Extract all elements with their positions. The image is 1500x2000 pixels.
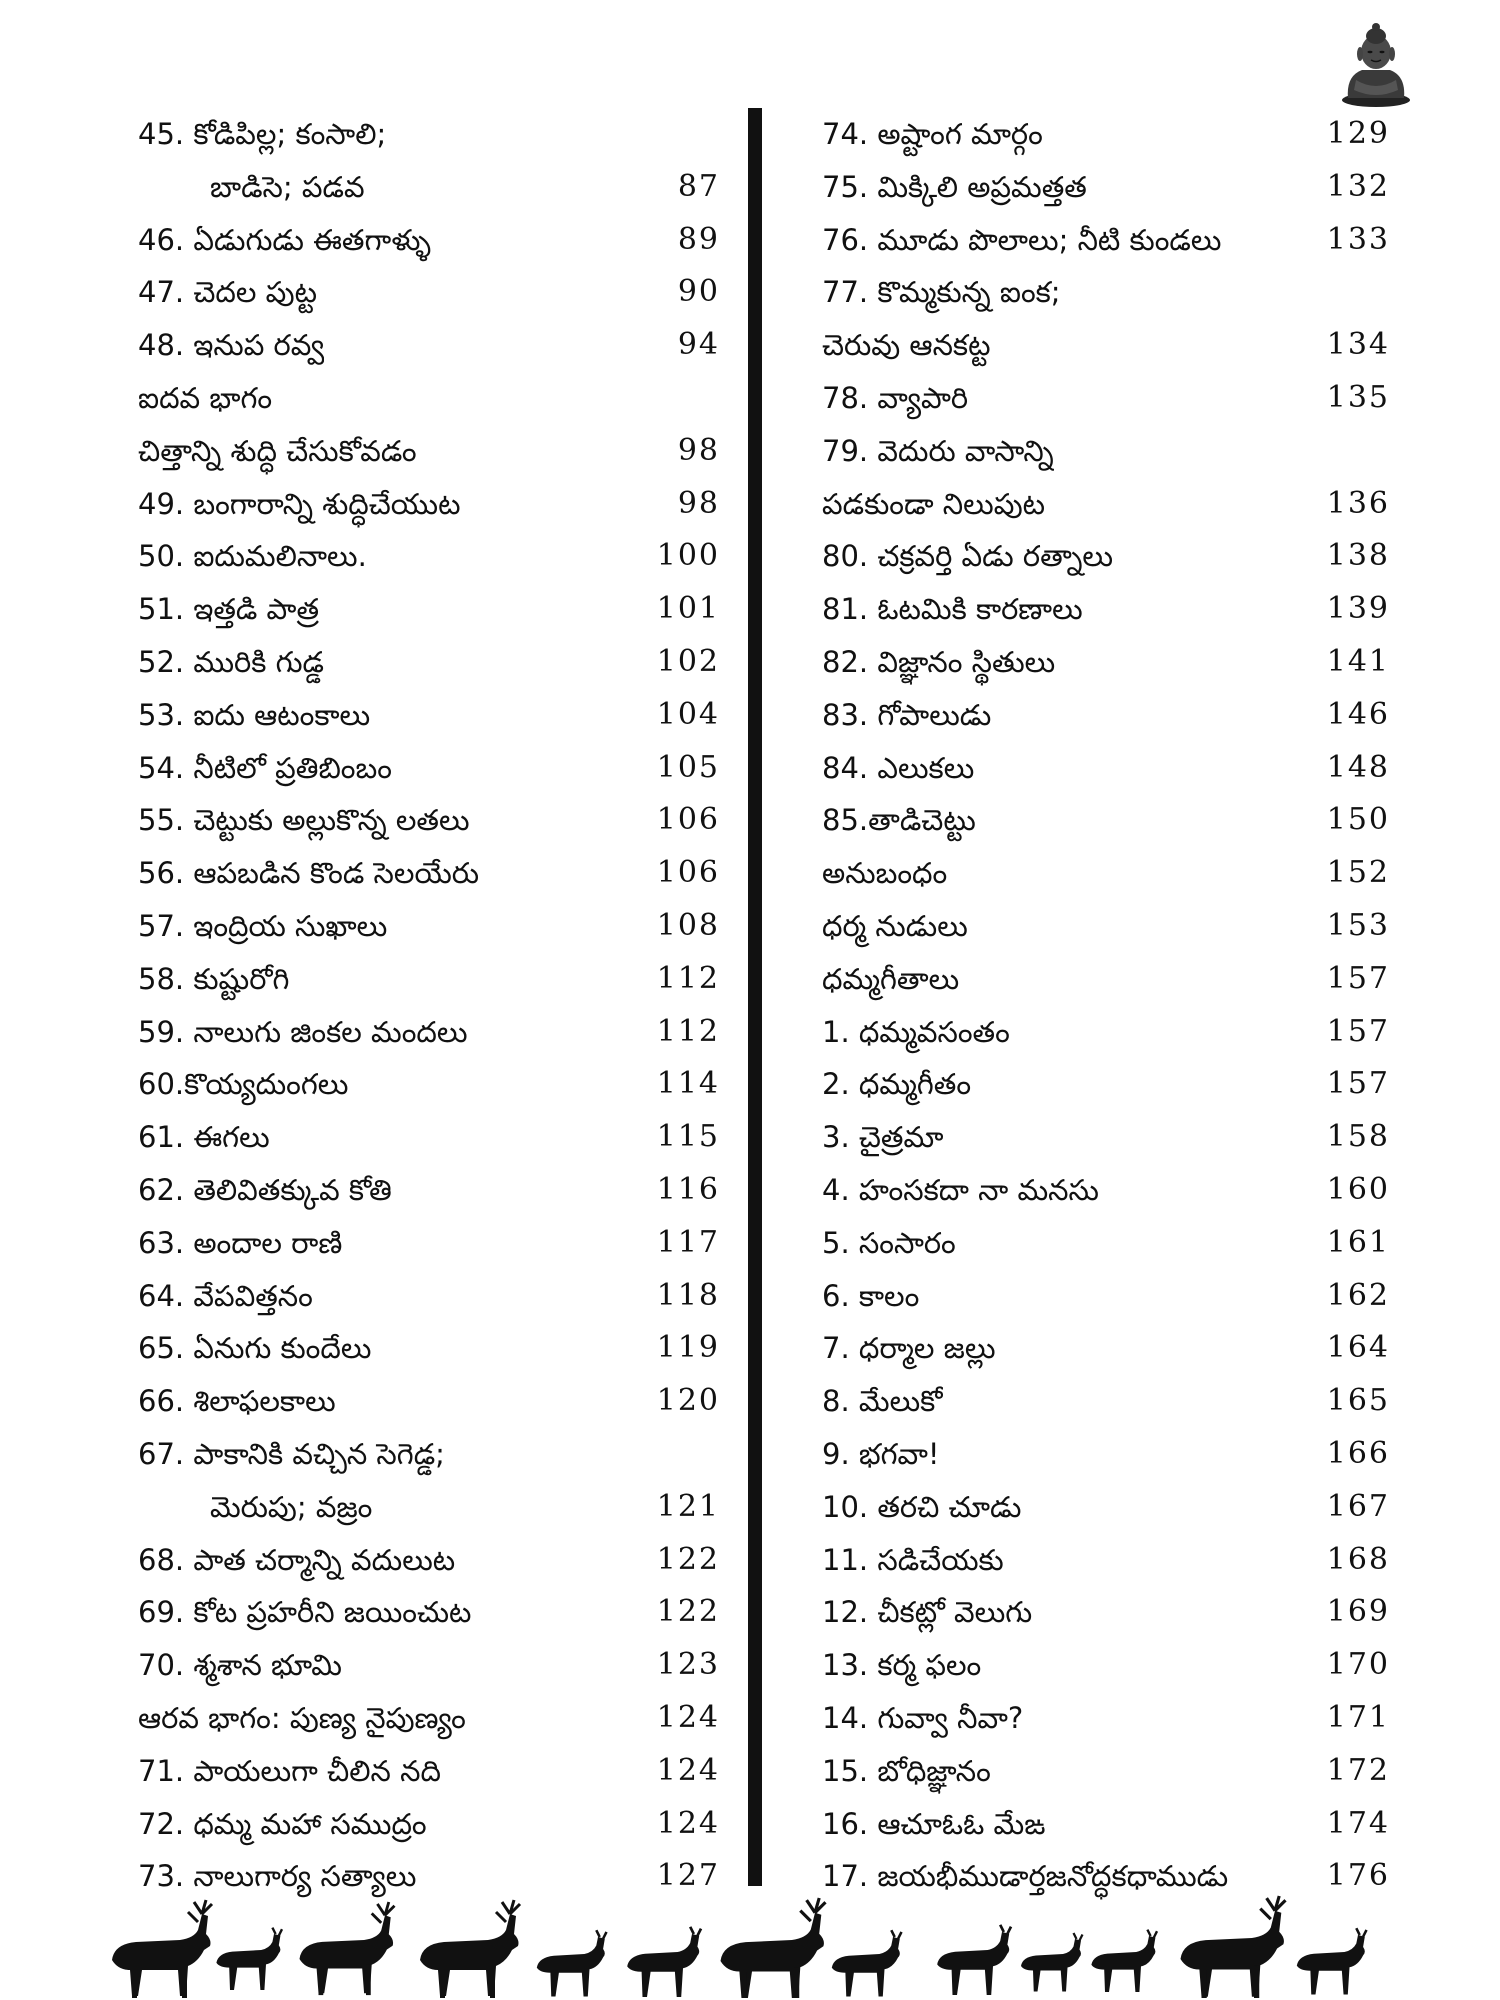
toc-entry (138, 1058, 720, 1111)
toc-entry-title: ధర్మ నుడులు (822, 908, 968, 943)
toc-entry-page-number: 169 (1326, 1594, 1390, 1630)
toc-entry-title: 57. ఇంద్రియ సుఖాలు (138, 908, 388, 943)
toc-entry (138, 689, 720, 742)
toc-entry-page-number: 171 (1326, 1699, 1390, 1735)
toc-entry (138, 1270, 720, 1323)
toc-entry-page-number: 164 (1326, 1330, 1390, 1366)
toc-entry-title: 55. చెట్టుకు అల్లుకొన్న లతలు (138, 803, 470, 838)
toc-entry (138, 1481, 720, 1534)
toc-entry-page-number: 105 (656, 749, 720, 785)
toc-entry-page-number: 124 (656, 1699, 720, 1735)
toc-entry-title: 63. అందాల రాణి (138, 1225, 343, 1260)
toc-entry (822, 1006, 1390, 1059)
toc-entry-title: 71. పాయలుగా చీలిన నది (138, 1753, 441, 1788)
toc-entry-page-number: 98 (677, 432, 720, 468)
toc-entry-page-number: 119 (656, 1330, 720, 1366)
toc-entry-title: 85.తాడిచెట్టు (822, 803, 976, 838)
toc-entry-title: 68. పాత చర్మాన్ని వదులుట (138, 1542, 456, 1577)
toc-entry-page-number: 129 (1326, 116, 1390, 151)
toc-entry-title: 74. అష్టాంగ మార్గం (822, 117, 1043, 151)
toc-entry-title: 82. విజ్ఞానం స్థితులు (822, 644, 1056, 679)
toc-entry (138, 794, 720, 847)
toc-entry (138, 530, 720, 583)
toc-entry (138, 425, 720, 478)
toc-entry (822, 1058, 1390, 1111)
toc-entry-page-number: 120 (656, 1383, 720, 1419)
toc-entry-title: 80. చక్రవర్తి ఏడు రత్నాలు (822, 539, 1113, 574)
toc-entry-page-number: 115 (656, 1119, 720, 1155)
toc-entry-page-number: 122 (656, 1541, 720, 1577)
toc-entry (822, 161, 1390, 214)
toc-left-column (138, 108, 720, 1903)
toc-entry (822, 214, 1390, 267)
toc-entry-page-number: 148 (1326, 749, 1390, 785)
toc-entry (138, 900, 720, 953)
toc-entry (138, 1164, 720, 1217)
toc-entry (138, 266, 720, 319)
toc-entry-title: ఆరవ భాగం: పుణ్య నైపుణ్యం (138, 1700, 466, 1735)
toc-entry-title: 12. చీకట్లో వెలుగు (822, 1595, 1033, 1630)
toc-entry-title: 79. వెదురు వాసాన్ని (822, 433, 1054, 468)
toc-entry-page-number: 157 (1326, 1066, 1390, 1102)
toc-entry (822, 689, 1390, 742)
toc-entry-title: 8. మేలుకో (822, 1384, 943, 1419)
toc-entry-title: 58. కుష్టురోగి (138, 961, 290, 996)
toc-entry-title: 81. ఓటమికి కారణాలు (822, 592, 1083, 627)
toc-entry (822, 372, 1390, 425)
toc-entry (822, 1322, 1390, 1375)
toc-entry (822, 900, 1390, 953)
toc-entry (138, 161, 720, 214)
toc-entry-page-number: 158 (1326, 1119, 1390, 1155)
toc-entry-page-number: 90 (677, 274, 720, 310)
column-divider (748, 108, 762, 1886)
toc-entry-title: 59. నాలుగు జింకల మందలు (138, 1014, 468, 1049)
toc-entry-page-number: 117 (656, 1224, 720, 1260)
deer-silhouettes (110, 1880, 1410, 1998)
toc-entry-page-number: 166 (1326, 1435, 1390, 1471)
toc-entry-title: 78. వ్యాపారి (822, 380, 969, 415)
toc-entry-title: 1. ధమ్మవసంతం (822, 1014, 1010, 1049)
toc-entry (822, 583, 1390, 636)
toc-entry-title: 76. మూడు పొలాలు; నీటి కుండలు (822, 222, 1222, 257)
toc-entry-page-number: 153 (1326, 907, 1390, 943)
toc-entry-title: 48. ఇనుప రవ్వ (138, 328, 325, 363)
toc-entry-title: 62. తెలివితక్కువ కోతి (138, 1172, 392, 1207)
toc-entry-page-number: 170 (1326, 1647, 1390, 1683)
toc-right-column (822, 108, 1390, 1903)
toc-entry-page-number: 150 (1326, 802, 1390, 838)
toc-entry-page-number: 146 (1326, 696, 1390, 732)
toc-entry-title: 13. కర్మ ఫలం (822, 1648, 982, 1683)
toc-entry (138, 1798, 720, 1851)
toc-entry-page-number: 123 (656, 1647, 720, 1683)
toc-entry-title: 47. చెదల పుట్ట (138, 275, 317, 310)
toc-entry-title: 11. సడిచేయకు (822, 1542, 1004, 1577)
toc-entry (138, 847, 720, 900)
toc-entry-page-number: 114 (656, 1066, 720, 1102)
toc-entry-page-number: 100 (656, 538, 720, 574)
toc-entry-title: ధమ్మగీతాలు (822, 961, 960, 996)
toc-entry-page-number: 172 (1326, 1752, 1390, 1788)
toc-entry (138, 583, 720, 636)
toc-entry-page-number: 106 (656, 802, 720, 838)
toc-entry-title: 64. వేపవిత్తనం (138, 1278, 313, 1313)
toc-entry (138, 1217, 720, 1270)
toc-entry-page-number: 168 (1326, 1541, 1390, 1577)
toc-entry (822, 953, 1390, 1006)
toc-entry-page-number: 134 (1326, 327, 1390, 363)
toc-entry (138, 1639, 720, 1692)
toc-entry-page-number: 136 (1326, 485, 1390, 521)
toc-entry-title: బాడిసె; పడవ (210, 169, 365, 204)
toc-entry (822, 1534, 1390, 1587)
toc-entry-page-number: 174 (1326, 1805, 1390, 1841)
toc-entry-page-number: 127 (656, 1858, 720, 1894)
toc-entry-title: 75. మిక్కిలి అప్రమత్తత (822, 169, 1087, 204)
toc-entry-title: 5. సంసారం (822, 1225, 956, 1260)
toc-entry-title: 60.కొయ్యదుంగలు (138, 1067, 349, 1102)
toc-entry (138, 108, 720, 161)
toc-entry-page-number: 106 (656, 855, 720, 891)
toc-entry-title: 2. ధమ్మగీతం (822, 1067, 972, 1102)
toc-entry-page-number: 112 (656, 960, 720, 996)
toc-entry (822, 1217, 1390, 1270)
toc-entry-page-number: 94 (677, 327, 720, 363)
toc-entry-page-number: 122 (656, 1594, 720, 1630)
toc-entry-title: పడకుండా నిలుపుట (822, 486, 1046, 521)
toc-entry-title: మెరుపు; వజ్రం (210, 1489, 373, 1524)
toc-entry (822, 425, 1390, 478)
toc-entry-page-number: 165 (1326, 1383, 1390, 1419)
toc-entry-title: 53. ఐదు ఆటంకాలు (138, 697, 371, 732)
toc-entry-page-number: 157 (1326, 960, 1390, 996)
toc-entry (822, 1745, 1390, 1798)
toc-entry-title: 4. హంసకదా నా మనసు (822, 1172, 1099, 1207)
toc-entry-title: చిత్తాన్ని శుద్ధి చేసుకోవడం (138, 433, 417, 468)
toc-entry (822, 1270, 1390, 1323)
toc-entry-title: 51. ఇత్తడి పాత్ర (138, 592, 320, 627)
toc-entry-title: 56. ఆపబడిన కొండ సెలయేరు (138, 856, 479, 891)
toc-entry (822, 266, 1390, 319)
toc-entry-page-number: 161 (1326, 1224, 1390, 1260)
toc-entry (822, 1586, 1390, 1639)
toc-entry (138, 478, 720, 531)
toc-entry (822, 108, 1390, 161)
toc-entry (822, 319, 1390, 372)
toc-entry (138, 1375, 720, 1428)
toc-entry-page-number: 139 (1326, 591, 1390, 627)
toc-entry-title: 65. ఏనుగు కుందేలు (138, 1331, 372, 1366)
toc-entry-title: 6. కాలం (822, 1278, 920, 1313)
toc-entry (822, 1481, 1390, 1534)
toc-entry (822, 1692, 1390, 1745)
toc-entry-page-number: 138 (1326, 538, 1390, 574)
toc-entry-title: 73. నాలుగార్య సత్యాలు (138, 1859, 417, 1894)
toc-entry-page-number: 152 (1326, 855, 1390, 891)
toc-entry-page-number: 102 (656, 643, 720, 679)
toc-entry (138, 1745, 720, 1798)
toc-entry (138, 1692, 720, 1745)
toc-entry (822, 794, 1390, 847)
toc-entry-title: 49. బంగారాన్ని శుద్ధిచేయుట (138, 486, 461, 521)
toc-entry-title: 69. కోట ప్రహరీని జయించుట (138, 1595, 472, 1630)
toc-entry (822, 742, 1390, 795)
toc-entry-page-number: 101 (656, 591, 720, 627)
toc-entry (138, 319, 720, 372)
toc-entry-page-number: 132 (1326, 168, 1390, 204)
toc-entry-title: 10. తరచి చూడు (822, 1489, 1022, 1524)
toc-entry-title: 46. ఏడుగుడు ఈతగాళ్ళు (138, 222, 431, 257)
toc-entry-page-number: 124 (656, 1805, 720, 1841)
toc-entry (822, 1111, 1390, 1164)
toc-entry (822, 636, 1390, 689)
toc-entry-title: 61. ఈగలు (138, 1120, 270, 1155)
toc-entry (822, 847, 1390, 900)
toc-entry-page-number: 176 (1326, 1858, 1390, 1894)
toc-entry-title: 45. కోడిపిల్ల; కంసాలి; (138, 117, 387, 151)
toc-entry (138, 953, 720, 1006)
toc-entry-page-number: 118 (656, 1277, 720, 1313)
toc-entry (138, 1006, 720, 1059)
toc-entry-page-number: 135 (1326, 379, 1390, 415)
toc-entry-title: ఐదవ భాగం (138, 380, 273, 415)
toc-entry (138, 1534, 720, 1587)
toc-entry-title: 17. జయభీముడార్తజనోద్ధకధాముడు (822, 1859, 1229, 1894)
toc-entry (138, 1322, 720, 1375)
toc-entry (138, 214, 720, 267)
toc-entry-title: 3. చైత్రమా (822, 1120, 944, 1155)
toc-entry (138, 372, 720, 425)
toc-entry-title: 67. పాకానికి వచ్చిన సెగెడ్డ; (138, 1436, 445, 1471)
toc-entry (822, 1798, 1390, 1851)
toc-entry-title: అనుబంధం (822, 856, 948, 891)
toc-entry-page-number: 124 (656, 1752, 720, 1788)
toc-entry-title: చెరువు ఆనకట్ట (822, 328, 991, 363)
toc-entry-page-number: 108 (656, 907, 720, 943)
toc-entry-title: 72. ధమ్మ మహా సముద్రం (138, 1806, 427, 1841)
toc-entry (822, 1428, 1390, 1481)
toc-entry-title: 7. ధర్మాల జల్లు (822, 1331, 996, 1366)
toc-entry (138, 742, 720, 795)
toc-entry (822, 478, 1390, 531)
toc-entry-page-number: 89 (677, 221, 720, 257)
toc-entry-title: 14. గువ్వా నీవా? (822, 1700, 1024, 1735)
toc-entry-title: 84. ఎలుకలు (822, 750, 975, 785)
toc-entry-page-number: 162 (1326, 1277, 1390, 1313)
toc-entry-page-number: 133 (1326, 221, 1390, 257)
toc-entry (138, 1586, 720, 1639)
toc-entry-title: 15. బోధిజ్ఞానం (822, 1753, 991, 1788)
toc-entry-page-number: 116 (656, 1171, 720, 1207)
toc-entry (822, 1639, 1390, 1692)
toc-entry (822, 530, 1390, 583)
toc-entry (138, 1428, 720, 1481)
toc-entry-title: 9. భగవా! (822, 1436, 940, 1471)
toc-entry-title: 54. నీటిలో ప్రతిబింబం (138, 750, 392, 785)
toc-entry-title: 83. గోపాలుడు (822, 697, 992, 732)
toc-entry-page-number: 160 (1326, 1171, 1390, 1207)
toc-entry-title: 66. శిలాఫలకాలు (138, 1384, 336, 1419)
toc-entry-page-number: 87 (677, 168, 720, 204)
toc-entry (138, 1111, 720, 1164)
toc-entry (822, 1164, 1390, 1217)
toc-entry-title: 70. శ్మశాన భూమి (138, 1648, 342, 1683)
toc-entry-page-number: 141 (1326, 643, 1390, 679)
buddha-figurine-icon (1338, 18, 1414, 108)
toc-entry-title: 52. మురికి గుడ్డ (138, 644, 325, 679)
toc-entry-page-number: 112 (656, 1013, 720, 1049)
toc-entry-page-number: 104 (656, 696, 720, 732)
toc-entry-title: 77. కొమ్మకున్న ఐంక; (822, 275, 1061, 310)
toc-entry-page-number: 121 (656, 1488, 720, 1524)
toc-entry-page-number: 98 (677, 485, 720, 521)
toc-entry (138, 636, 720, 689)
toc-entry (822, 1375, 1390, 1428)
toc-entry-title: 16. ఆచూఓఓ మేఙ (822, 1806, 1046, 1841)
toc-entry-page-number: 157 (1326, 1013, 1390, 1049)
toc-entry-title: 50. ఐదుమలినాలు. (138, 539, 367, 574)
toc-entry-page-number: 167 (1326, 1488, 1390, 1524)
